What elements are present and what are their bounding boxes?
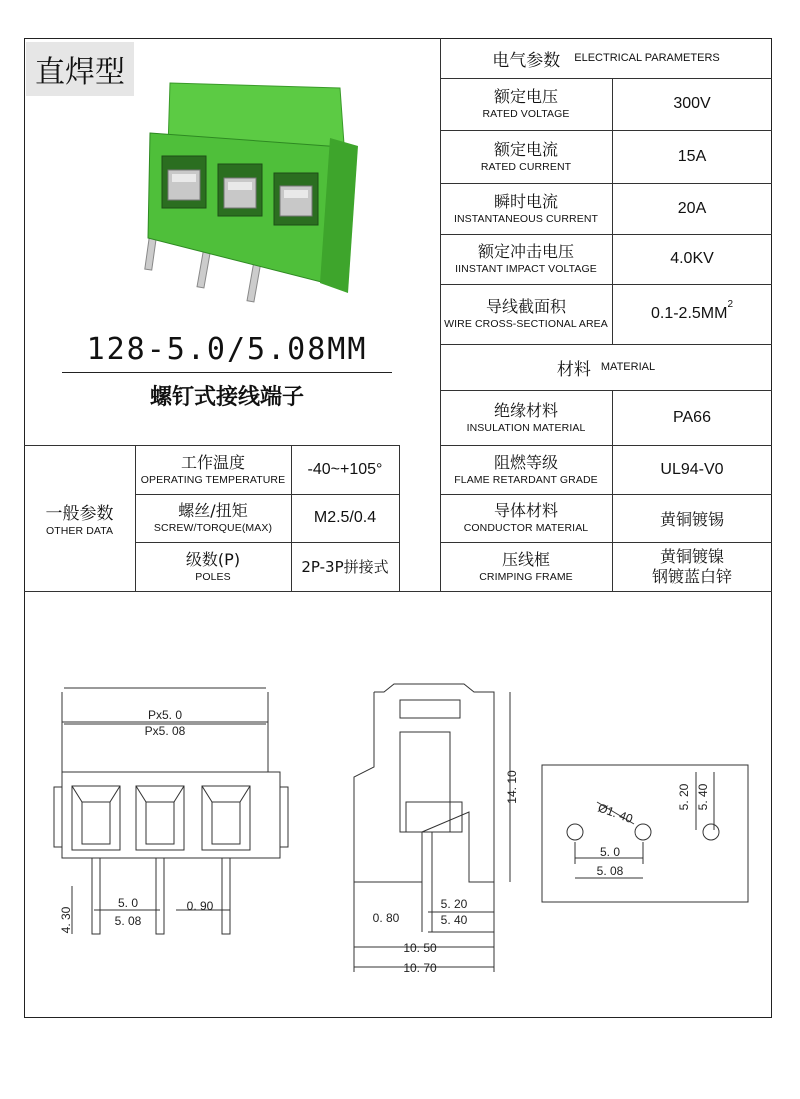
rated-voltage-label: 额定电压 RATED VOLTAGE [482,87,570,120]
crimping-frame-label: 压线框 CRIMPING FRAME [479,549,573,583]
rated-current-label: 额定电流 RATED CURRENT [480,139,572,173]
electrical-header-en: ELECTRICAL PARAMETERS [574,52,720,64]
product-name: 螺钉式接线端子 [149,385,304,410]
instantaneous-current-value: 20A [677,199,707,217]
dim-side-pin: 0. 80 [372,911,400,925]
screw-torque-value: M2.5/0.4 [313,509,377,526]
operating-temp-label: 工作温度 OPERATING TEMPERATURE [140,452,286,486]
dim-pitch2: Px5. 08 [144,724,186,738]
other-data-group: 一般参数 OTHER DATA [45,503,114,537]
rated-voltage-value: 300V [673,95,711,112]
dim-front-p2: 5. 08 [114,914,142,928]
flame-grade-label: 阻燃等级 FLAME RETARDANT GRADE [454,452,598,486]
impact-voltage-label: 额定冲击电压 IINSTANT IMPACT VOLTAGE [455,242,597,275]
impact-voltage-value: 4.0KV [670,250,714,267]
dim-side-w1: 10. 50 [403,941,437,955]
dim-pcb-v1: 5. 20 [677,783,691,811]
electrical-header-cn: 电气参数 [492,50,561,71]
rated-current-value: 15A [677,147,707,165]
product-image [140,78,370,308]
model-underline [62,372,392,373]
dim-side-a1: 5. 20 [440,897,468,911]
dim-side-height: 14. 10 [505,770,519,804]
dim-side-a2: 5. 40 [440,913,468,927]
dim-front-p1: 5. 0 [117,896,139,910]
technical-drawings [24,592,772,1017]
side-view [354,684,510,972]
conductor-value: 黄铜镀锡 [659,509,724,529]
conductor-label: 导体材料 CONDUCTOR MATERIAL [463,501,589,534]
insulation-value: PA66 [673,408,711,426]
operating-temp-value: -40~+105° [307,460,383,478]
dim-pin-height: 4. 30 [59,906,73,934]
dim-hole: Ø1. 40 [596,800,635,826]
electrical-header [440,38,772,78]
dim-pin-width: 0. 90 [186,899,214,913]
flame-grade-value: UL94-V0 [660,460,724,478]
dim-pcb-h1: 5. 0 [599,845,621,859]
instantaneous-current-label: 瞬时电流 INSTANTANEOUS CURRENT [453,191,599,225]
screw-torque-label: 螺丝/扭矩 SCREW/TORQUE(MAX) [153,501,273,534]
dim-pitch1: Px5. 0 [147,708,183,722]
dim-side-w2: 10. 70 [403,961,437,975]
dim-pcb-h2: 5. 08 [596,864,624,878]
dim-pcb-v2: 5. 40 [696,783,710,811]
insulation-label: 绝缘材料 INSULATION MATERIAL [466,400,586,434]
wire-area-value: 0.1-2.5MM $^2$ [650,298,734,322]
type-tag: 直焊型 [26,42,134,96]
wire-area-label: 导线截面积 WIRE CROSS-SECTIONAL AREA [444,297,608,330]
pcb-view [542,765,748,902]
poles-value: 2P-3P拼接式 [301,558,389,576]
model-number: 128-5.0/5.08MM [86,332,368,367]
crimping-frame-value: 黄铜镀镍 钢镀蓝白锌 [651,546,732,586]
poles-label: 级数(P) POLES [185,549,241,583]
material-header: 材料 MATERIAL [556,359,656,380]
